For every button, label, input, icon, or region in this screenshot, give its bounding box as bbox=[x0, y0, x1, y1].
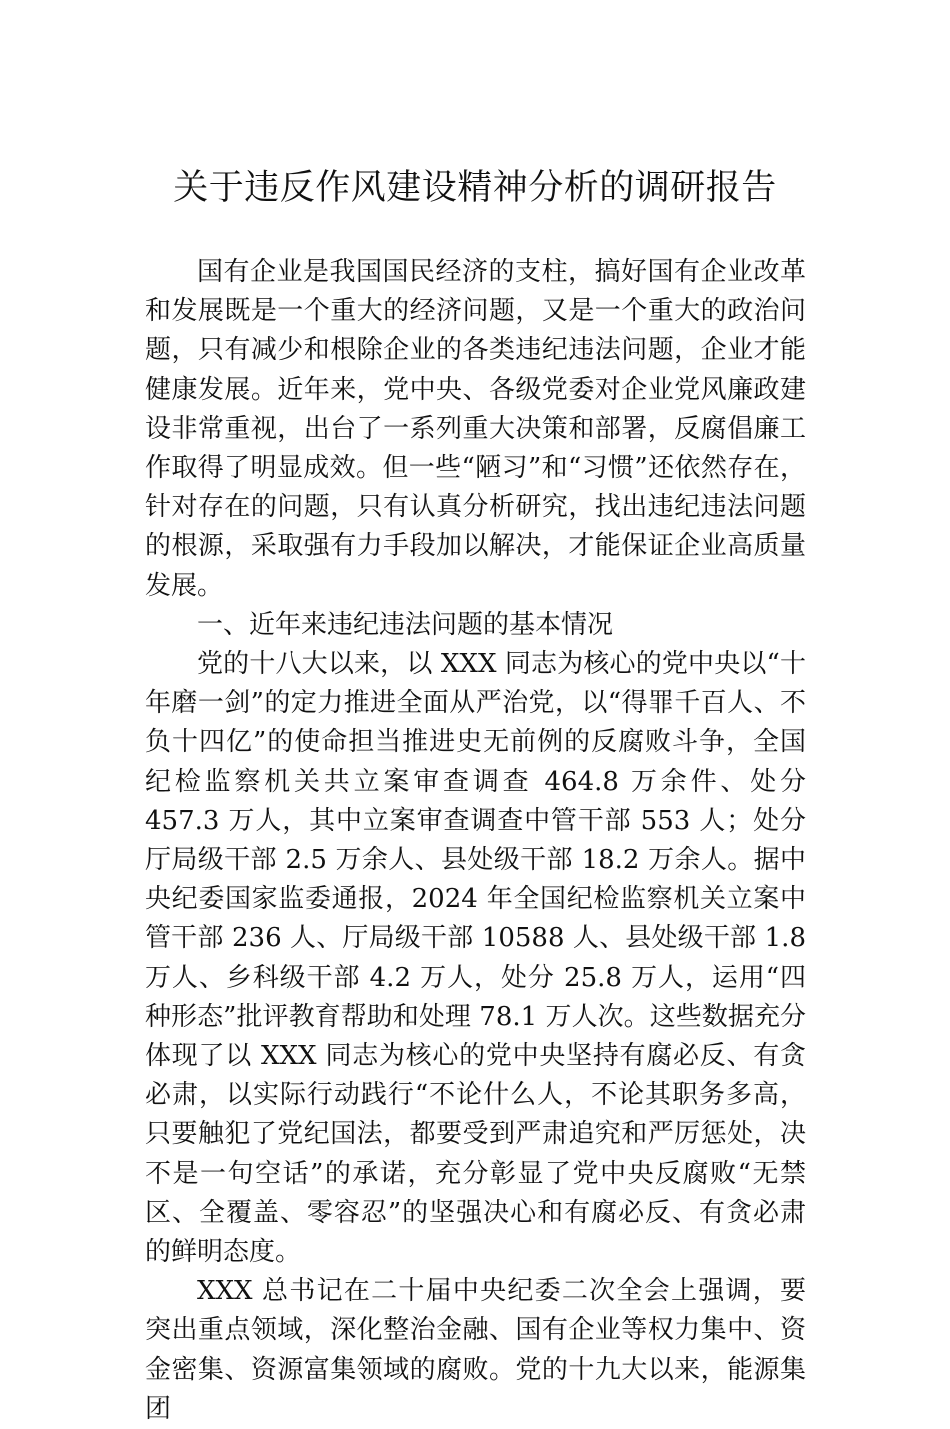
document-title: 关于违反作风建设精神分析的调研报告 bbox=[173, 168, 777, 208]
paragraph-statistics: 党的十八大以来，以 XXX 同志为核心的党中央以“十年磨一剑”的定力推进全面从严治党，以“得罪千百人、不负十四亿”的使命担当推进史无前例的反腐败斗争，全国纪检监察机关共立案审查调查 464.8 万余件、处分 457.3 万人，其中立案审查调查中管干部 553 人；处分厅局级干部 2.5 万余人、县处级干部 18.2 万余人。据中央纪委国家监委通报，2024 年全国纪检监察机关立案中管干部 236 人、厅局级干部 10588 人、县处级干部 1.8 万人、乡科级干部 4.2 万人，处分 25.8 万人，运用“四种形态”批评教育帮助和处理 78.1 万人次。这些数据充分体现了以 XXX 同志为核心的党中央坚持有腐必反、有贪必肃，以实际行动践行“不论什么人，不论其职务多高，只要触犯了党纪国法，都要受到严肃追究和严厉惩处，决不是一句空话”的承诺，充分彰显了党中央反腐败“无禁区、全覆盖、零容忍”的坚强决心和有腐必反、有贪必肃的鲜明态度。 bbox=[145, 649, 806, 1268]
paragraph-intro: 国有企业是我国国民经济的支柱，搞好国有企业改革和发展既是一个重大的经济问题，又是一个重大的政治问题，只有减少和根除企业的各类违纪违法问题，企业才能健康发展。近年来，党中央、各级党委对企业党风廉政建设非常重视，出台了一系列重大决策和部署，反腐倡廉工作取得了明显成效。但一些“陋习”和“习惯”还依然存在，针对存在的问题，只有认真分析研究，找出违纪违法问题的根源，采取强有力手段加以解决，才能保证企业高质量发展。 bbox=[145, 257, 806, 601]
section-heading-1: 一、近年来违纪违法问题的基本情况 bbox=[197, 609, 614, 640]
document-body bbox=[145, 253, 806, 1429]
paragraph-key-areas: XXX 总书记在二十届中央纪委二次全会上强调，要突出重点领域，深化整治金融、国有企业等权力集中、资金密集、资源富集领域的腐败。党的十九大以来，能源集团 bbox=[145, 1276, 806, 1424]
